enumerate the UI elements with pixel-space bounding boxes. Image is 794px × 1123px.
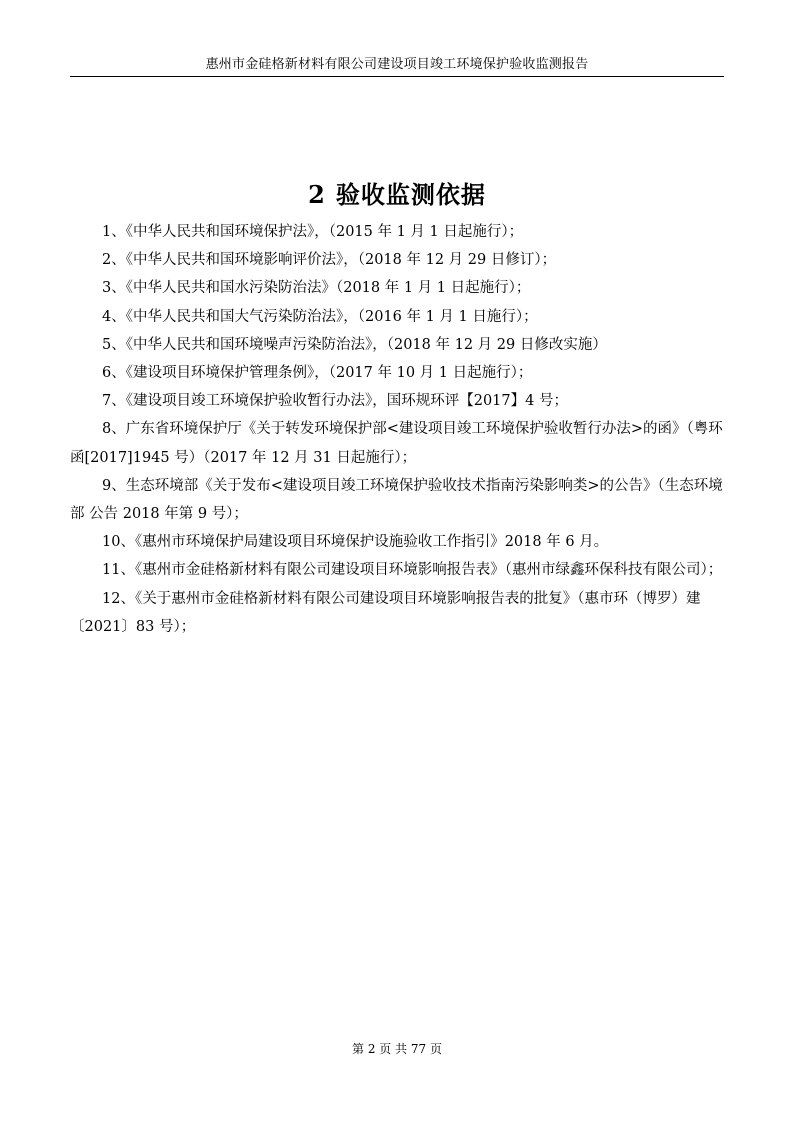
list-item: 5、《中华人民共和国环境噪声污染防治法》，（2018 年 12 月 29 日修改实施） bbox=[102, 336, 607, 353]
list-item: 1、《中华人民共和国环境保护法》，（2015 年 1 月 1 日起施行）； bbox=[102, 224, 524, 240]
section-number: 2 bbox=[308, 180, 326, 209]
list-item: 11、《惠州市金硅格新材料有限公司建设项目环境影响报告表》（惠州市绿鑫环保科技有限公司）； bbox=[102, 562, 723, 579]
list-item: 8、广东省环境保护厅《关于转发环境保护部<建设项目竣工环境保护验收暂行办法>的函》（粤环函[2017]1945 号）（2017 年 12 月 31 日起施行）； bbox=[70, 421, 723, 466]
header-divider bbox=[70, 76, 724, 77]
page-footer: 第 2 页 共 77 页 bbox=[352, 1042, 442, 1056]
list-item: 9、生态环境部《关于发布<建设项目竣工环境保护验收技术指南污染影响类>的公告》（生态环境部 公告 2018 年第 9 号）； bbox=[70, 477, 723, 523]
list-item: 10、《惠州市环境保护局建设项目环境保护设施验收工作指引》2018 年 6 月。 bbox=[102, 534, 609, 551]
section-title-text: 验收监测依据 bbox=[335, 180, 486, 209]
section-title bbox=[70, 178, 724, 212]
list-item: 2、《中华人民共和国环境影响评价法》，（2018 年 12 月 29 日修订）； bbox=[102, 252, 557, 269]
basis-list bbox=[70, 218, 724, 641]
list-item: 7、《建设项目竣工环境保护验收暂行办法》，国环规环评【2017】4 号； bbox=[102, 393, 568, 410]
list-item: 12、《关于惠州市金硅格新材料有限公司建设项目环境影响报告表的批复》（惠市环（博罗）建〔2021〕83 号）； bbox=[70, 590, 701, 635]
list-item: 4、《中华人民共和国大气污染防治法》，（2016 年 1 月 1 日施行）； bbox=[102, 308, 538, 325]
list-item: 6、《建设项目环境保护管理条例》，（2017 年 10 月 1 日起施行）； bbox=[102, 365, 533, 382]
list-item: 3、《中华人民共和国水污染防治法》（2018 年 1 月 1 日起施行）； bbox=[102, 280, 531, 297]
page-header: 惠州市金硅格新材料有限公司建设项目竣工环境保护验收监测报告 bbox=[205, 57, 589, 72]
